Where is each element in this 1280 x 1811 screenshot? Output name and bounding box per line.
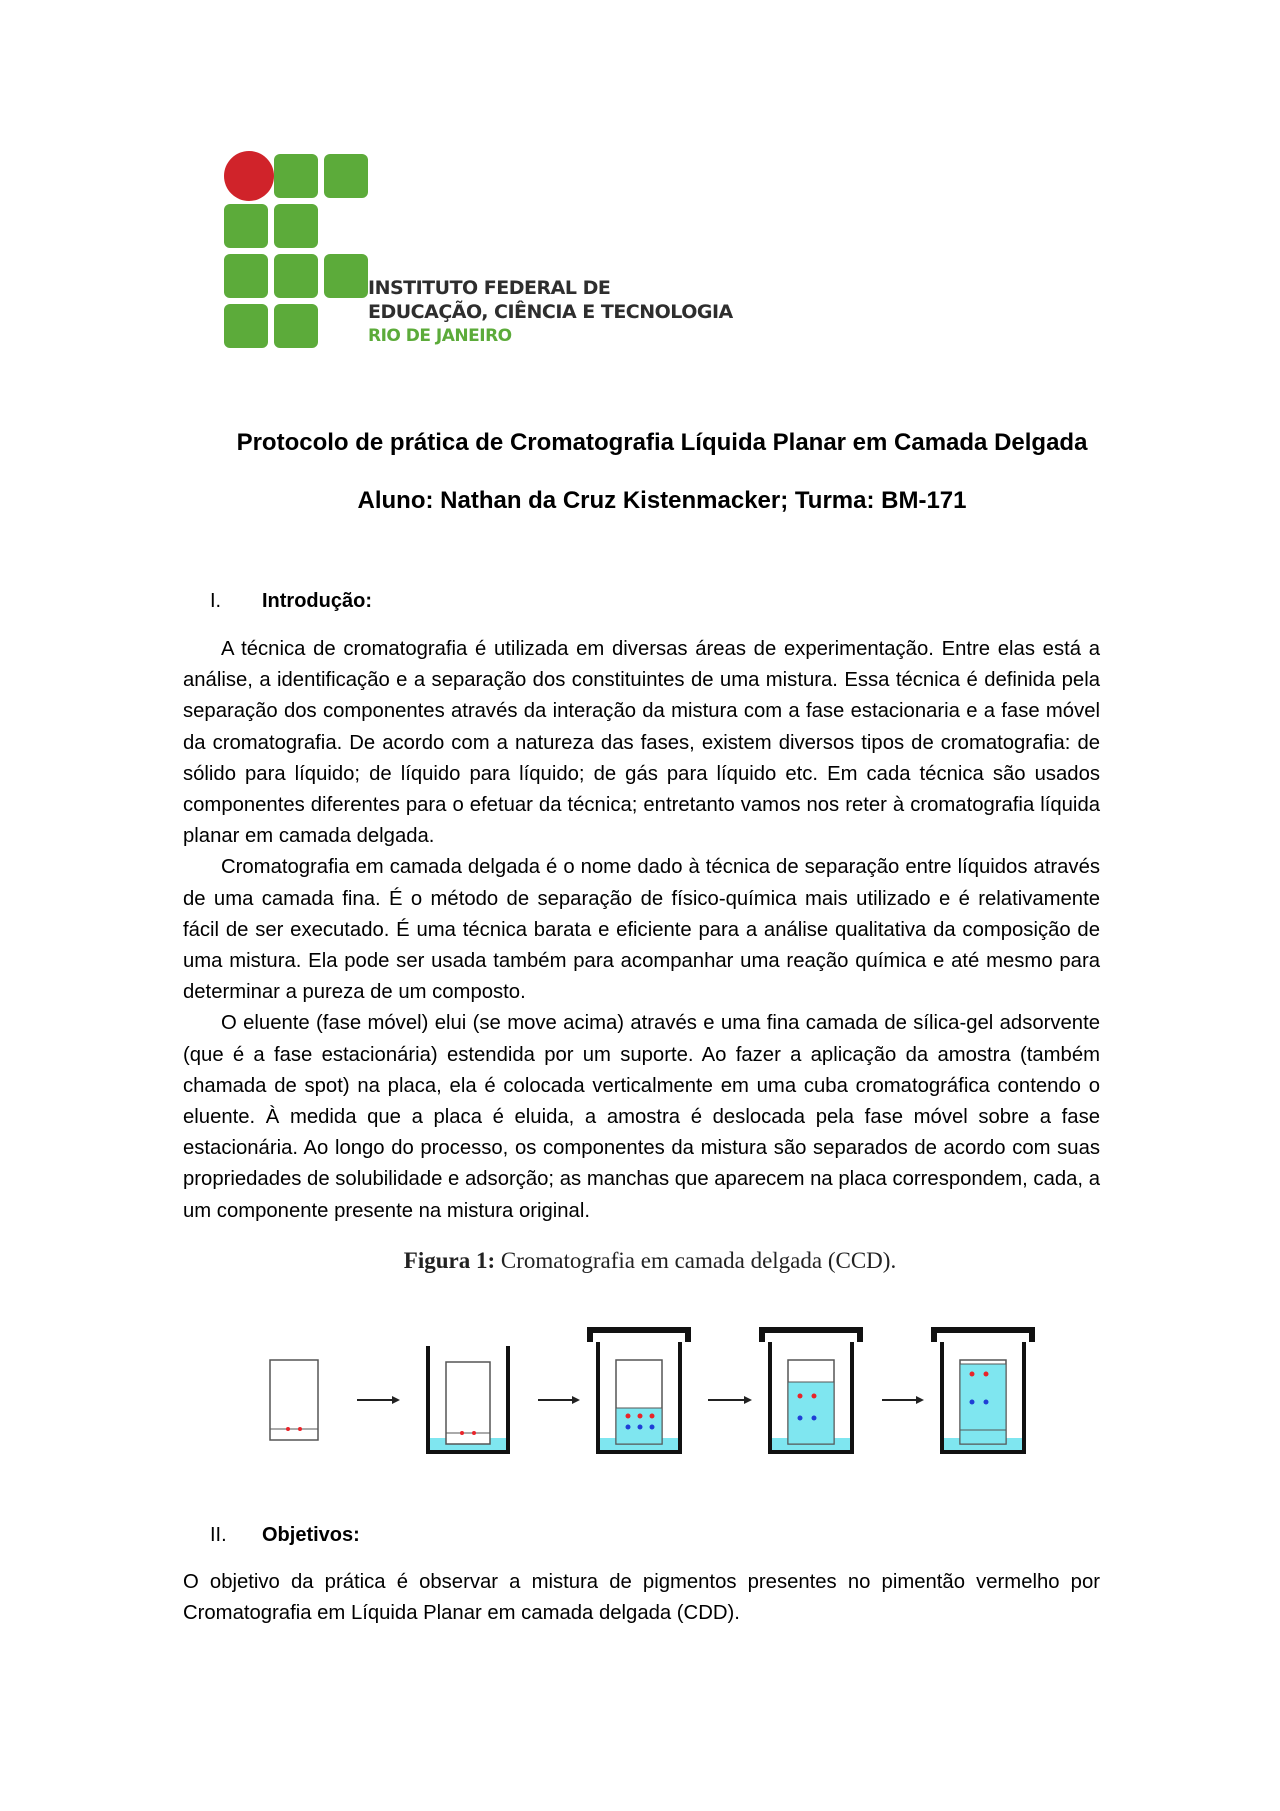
arrow-icon (882, 1396, 924, 1404)
logo-line-1: INSTITUTO FEDERAL DE (368, 277, 611, 299)
logo-square (274, 204, 318, 248)
logo-red-circle (224, 151, 274, 201)
logo-wordmark (368, 276, 733, 348)
logo-square (274, 304, 318, 348)
logo-square (224, 254, 268, 298)
logo-square (224, 204, 268, 248)
introducao-body (183, 634, 1100, 1227)
logo-square (224, 304, 268, 348)
arrow-icon (708, 1396, 752, 1404)
tlc-step-elution-mid (762, 1330, 860, 1452)
paragraph: Cromatografia em camada delgada é o nome dado à técnica de separação entre líquidos através de uma camada fina. É o método de separação de físico-química mais utilizado e é relativamente fácil de ser executado. É uma técnica barata e eficiente para a análise qualitativa da composição de uma mistura. Ela pode ser usada também para acompanhar uma reação química e até mesmo para determinar a pureza de um composto. (183, 856, 1100, 1004)
logo-line-3: RIO DE JANEIRO (368, 326, 512, 346)
section-number: II. (210, 1524, 227, 1546)
tlc-step-plate (270, 1360, 318, 1440)
tlc-step-elution-start (590, 1330, 688, 1452)
arrow-icon (357, 1396, 400, 1404)
figure-caption-text: Cromatografia em camada delgada (CCD). (500, 1248, 897, 1273)
paragraph: O eluente (fase móvel) elui (se move acima) através e uma fina camada de sílica-gel adsorvente (que é a fase estacionária) estendida por um suporte. Ao fazer a aplicação da amostra (também chamada de spot) na placa, ela é colocada verticalmente em uma cuba cromatográfica contendo o eluente. À medida que a placa é eluida, a amostra é deslocada pela fase móvel sobre a fase estacionária. Ao longo do processo, os componentes da mistura são separados de acordo com suas propriedades de solubilidade e adsorção; as manchas que aparecem na placa correspondem, cada, a um componente presente na mistura original. (183, 1012, 1100, 1222)
section-number: I. (210, 590, 222, 612)
logo-square (274, 154, 318, 198)
logo-square (324, 154, 368, 198)
logo-square (274, 254, 318, 298)
institution-logo (222, 152, 742, 352)
arrow-icon (538, 1396, 580, 1404)
paragraph: O objetivo da prática é observar a mistura de pigmentos presentes no pimentão vermelho por Cromatografia em Líquida Planar em camada delgada (CDD). (183, 1571, 1100, 1625)
figure-caption (0, 1248, 1280, 1274)
tlc-figure (262, 1318, 1062, 1468)
objetivos-body (183, 1567, 1100, 1629)
tlc-step-developed (934, 1330, 1032, 1452)
logo-square (324, 254, 368, 298)
logo-line-2: EDUCAÇÃO, CIÊNCIA E TECNOLOGIA (368, 301, 733, 323)
document-title: Protocolo de prática de Cromatografia Líquida Planar em Camada Delgada (236, 429, 1088, 456)
section-title: Objetivos: (262, 1524, 360, 1546)
section-title: Introdução: (262, 590, 372, 612)
paragraph: A técnica de cromatografia é utilizada em diversas áreas de experimentação. Entre elas está a análise, a identificação e a separação dos constituintes de uma mistura. Essa técnica é definida pela separação dos componentes através da interação da mistura com a fase estacionaria e a fase móvel da cromatografia. De acordo com a natureza das fases, existem diversos tipos de cromatografia: de sólido para líquido; de líquido para líquido; de gás para líquido etc. Em cada técnica são usados componentes diferentes para o efetuar da técnica; entretanto vamos nos reter à cromatografia líquida planar em camada delgada. (183, 638, 1100, 848)
figure-label: Figura 1: (403, 1248, 496, 1273)
tlc-step-tank (428, 1346, 508, 1452)
document-subtitle: Aluno: Nathan da Cruz Kistenmacker; Turma: BM-171 (357, 487, 967, 514)
